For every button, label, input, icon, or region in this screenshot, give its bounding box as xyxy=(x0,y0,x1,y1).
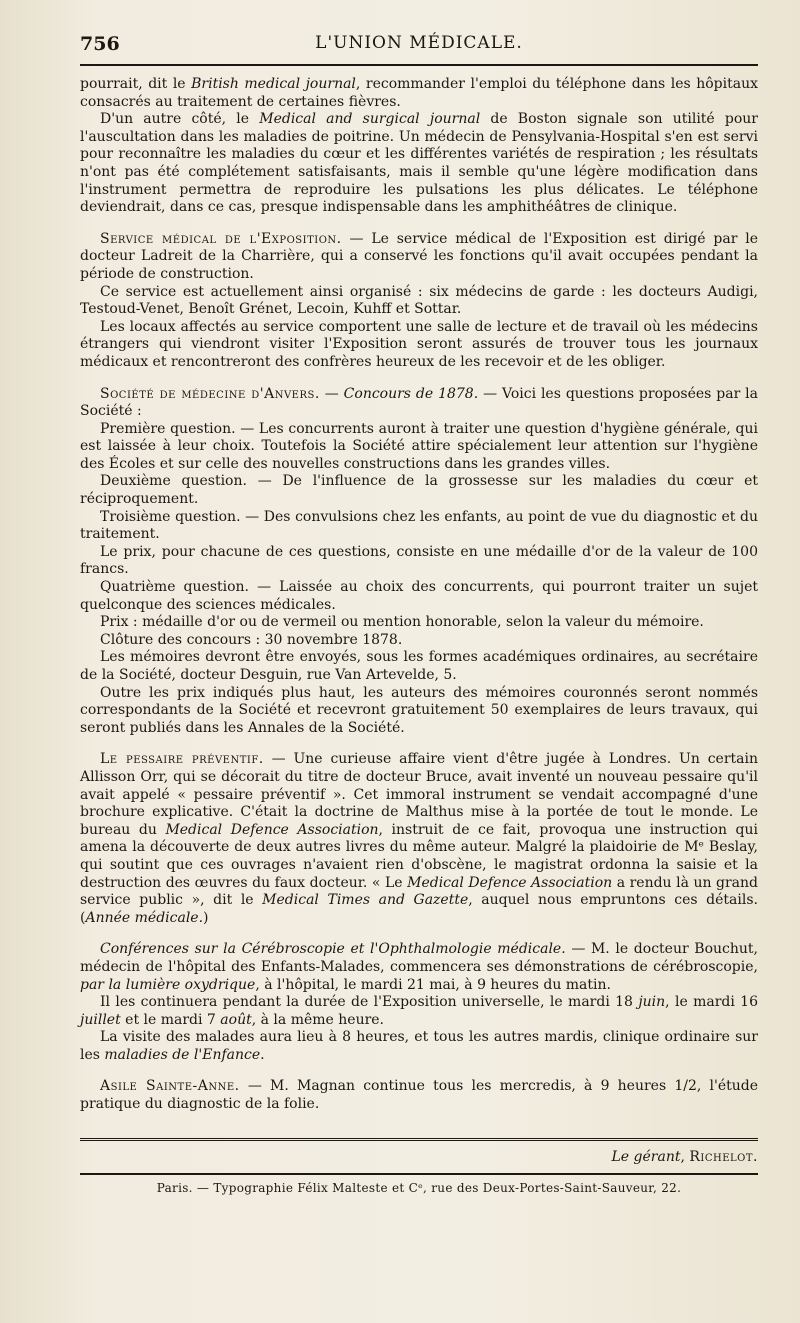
text-run: de Boston signale son utilité pour l'auscultation dans les maladies de poitrine. Un médecin de Pensylvania-Hospital s'en est servi pour reconnaître les maladies du cœur et les différentes variétés de respiration ; les résultats n'ont pas été complétement satisfaisants, mais il semble qu'une légère modification dans l'instrument permettra de reproduire les pulsations les plus délicates. Le téléphone deviendrait, dans ce cas, presque indispensable dans les amphithéâtres de clinique. xyxy=(80,111,758,216)
article-body xyxy=(80,76,758,1114)
paragraph xyxy=(80,751,758,927)
paragraph xyxy=(80,473,758,508)
italic-text: juin xyxy=(638,994,666,1011)
paragraph xyxy=(80,994,758,1029)
italic-text: Concours de 1878. xyxy=(343,385,479,402)
text-run: , le mardi 16 xyxy=(665,994,758,1011)
signature-sep: , xyxy=(680,1148,690,1165)
imprint-line xyxy=(80,1181,758,1195)
paragraph xyxy=(80,1078,758,1113)
paragraph xyxy=(80,579,758,614)
page-number: 756 xyxy=(80,33,120,55)
paragraph xyxy=(80,509,758,544)
text-run: Le prix, pour chacune de ces questions, consiste en une médaille d'or de la valeur de 100 francs. xyxy=(80,543,758,578)
text-run: a rendu là un grand service public », dit le xyxy=(80,874,758,909)
paragraph xyxy=(80,685,758,738)
header-rule xyxy=(80,64,758,66)
text-run: La visite des malades aura lieu à 8 heures, et tous les autres mardis, clinique ordinaire sur les xyxy=(80,1029,758,1063)
paragraph xyxy=(80,544,758,579)
imprint-text: — Typographie Félix Malteste et Cᵉ, rue des Deux-Portes-Saint-Sauveur, 22. xyxy=(192,1180,682,1195)
paragraph xyxy=(80,284,758,319)
italic-text: British medical journal xyxy=(191,76,356,92)
running-header xyxy=(80,30,758,60)
section-heading: Société de médecine d'Anvers. xyxy=(100,385,320,402)
text-run: Clôture des concours : 30 novembre 1878. xyxy=(100,631,403,648)
text-run: et le mardi 7 xyxy=(120,1011,221,1028)
text-run: — M. le docteur Bouchut, médecin de l'hôpital des Enfants-Malades, commencera ses démonstrations de cérébroscopie, xyxy=(80,941,758,975)
section-heading: Asile Sainte-Anne. xyxy=(100,1078,240,1095)
paragraph xyxy=(80,941,758,994)
text-run: . xyxy=(260,1046,265,1063)
italic-text: Medical Defence Association xyxy=(165,821,379,838)
text-run: Ce service est actuellement ainsi organisé : six médecins de garde : les docteurs Audigi, Testoud-Venet, Benoît Grénet, Lecoin, Kuhff et Sottar. xyxy=(80,283,758,318)
section-heading: Service médical de l'Exposition. xyxy=(100,230,342,247)
running-title: L'UNION MÉDICALE. xyxy=(315,33,523,53)
text-run: — xyxy=(319,385,344,402)
footer-rule xyxy=(80,1173,758,1175)
text-run: , à l'hôpital, le mardi 21 mai, à 9 heures du matin. xyxy=(255,976,611,993)
text-run: , à la même heure. xyxy=(251,1011,385,1028)
paragraph xyxy=(80,421,758,474)
italic-text: par la lumière oxydrique xyxy=(80,976,256,993)
text-run: Il les continuera pendant la durée de l'Exposition universelle, le mardi 18 xyxy=(100,994,639,1011)
text-run: — Le service médical de l'Exposition est dirigé par le docteur Ladreit de la Charrière, qui a conservé les fonctions qu'il avait occupées pendant la période de construction. xyxy=(80,230,759,282)
italic-text: août xyxy=(220,1011,252,1028)
text-run: ) xyxy=(203,909,209,926)
text-run: Deuxième question. — De l'influence de la grossesse sur les maladies du cœur et réciproquement. xyxy=(80,473,758,508)
signature-line xyxy=(80,1138,758,1165)
text-run: Outre les prix indiqués plus haut, les auteurs des mémoires couronnés seront nommés correspondants de la Société et recevront gratuitement 50 exemplaires de leurs travaux, qui seront publiés dans les Annales de la Société. xyxy=(80,684,758,736)
paragraph xyxy=(80,231,758,284)
paragraph xyxy=(80,1029,758,1064)
italic-text: Année médicale. xyxy=(85,909,204,926)
text-run: — M. Magnan continue tous les mercredis, à 9 heures 1/2, l'étude pratique du diagnostic de la folie. xyxy=(80,1078,759,1113)
paragraph xyxy=(80,111,758,217)
text-run: — Une curieuse affaire vient d'être jugée à Londres. Un certain Allisson Orr, qui se décorait du titre de docteur Bruce, avait inventé un nouveau pessaire qu'il avait appelé « pessaire préventif ». Cet immoral instrument se vendait accompagné d'une brochure explicative. C'était la doctrine de Malthus mise à la portée de tout le monde. Le bureau du xyxy=(80,751,758,838)
italic-text: juillet xyxy=(80,1011,121,1028)
text-run: Première question. — Les concurrents auront à traiter une question d'hygiène générale, qui est laissée à leur choix. Toutefois la Société attire spécialement leur attention sur l'hygiène des Écoles et sur celle des nouvelles constructions dans les grandes villes. xyxy=(80,420,758,472)
page-content xyxy=(80,30,758,1195)
italic-text: Medical Times and Gazette xyxy=(262,892,469,909)
italic-text: Conférences sur la Cérébroscopie et l'Ophthalmologie médicale. xyxy=(100,941,566,958)
text-run: — Voici les questions proposées par la Société : xyxy=(80,385,758,420)
text-run: , instruit de ce fait, provoqua une instruction qui amena la découverte de deux autres livres du même auteur. Malgré la plaidoirie de Mᵉ Beslay, qui soutint que ces ouvrages n'avaient rien d'obscène, le magistrat ordonna la saisie et la destruction des œuvres du faux docteur. « Le xyxy=(80,821,758,891)
paragraph xyxy=(80,614,758,632)
text-run: , auquel nous empruntons ces détails. ( xyxy=(80,892,758,926)
text-run: Les mémoires devront être envoyés, sous les formes académiques ordinaires, au secrétaire de la Société, docteur Desguin, rue Van Artevelde, 5. xyxy=(80,649,758,683)
text-run: D'un autre côté, le xyxy=(100,111,260,128)
text-run: pourrait, dit le xyxy=(80,76,192,92)
paragraph xyxy=(80,319,758,372)
paragraph xyxy=(80,632,758,650)
signature-role: Le gérant xyxy=(611,1148,681,1165)
text-run: Prix : médaille d'or ou de vermeil ou mention honorable, selon la valeur du mémoire. xyxy=(100,614,704,631)
paragraph xyxy=(80,386,758,421)
paragraph xyxy=(80,649,758,684)
text-run: , recommander l'emploi du téléphone dans les hôpitaux consacrés au traitement de certaines fièvres. xyxy=(80,76,758,110)
imprint-city: Paris. xyxy=(156,1180,193,1195)
text-run: Troisième question. — Des convulsions chez les enfants, au point de vue du diagnostic et du traitement. xyxy=(80,508,758,543)
text-run: Les locaux affectés au service comportent une salle de lecture et de travail où les médecins étrangers qui viendront visiter l'Exposition seront assurés de trouver tous les journaux médicaux et rencontreront des confrères heureux de les recevoir et de les obliger. xyxy=(80,318,758,370)
section-heading: Le pessaire préventif. xyxy=(100,751,264,768)
italic-text: Medical Defence Association xyxy=(407,874,613,891)
paragraph xyxy=(80,76,758,111)
signature-name: Richelot. xyxy=(689,1148,758,1165)
text-run: Quatrième question. — Laissée au choix des concurrents, qui pourront traiter un sujet quelconque des sciences médicales. xyxy=(80,579,758,613)
italic-text: maladies de l'Enfance xyxy=(104,1046,261,1063)
italic-text: Medical and surgical journal xyxy=(259,111,481,128)
